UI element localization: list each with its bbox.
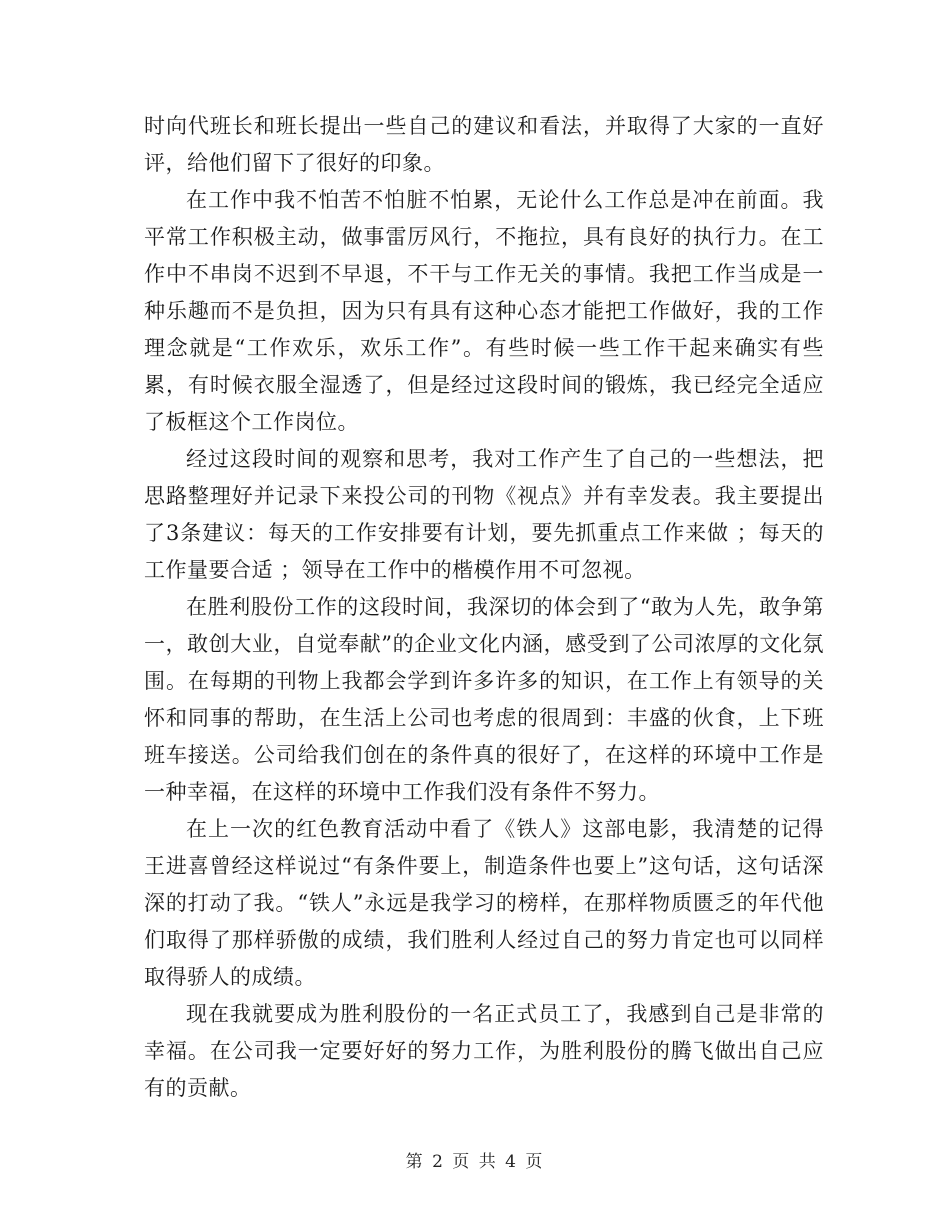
paragraph-company-culture: 在胜利股份工作的这段时间，我深切的体会到了“敢为人先，敢争第一，敢创大业，自觉奉献”的企业文化内涵，感受到了公司浓厚的文化氛围。在每期的刊物上我都会学到许多许多的知识，在工作上有领导的关怀和同事的帮助，在生活上公司也考虑的很周到：丰盛的伙食，上下班班车接送。公司给我们创在的条件真的很好了，在这样的环境中工作是一种幸福，在这样的环境中工作我们没有条件不努力。 <box>144 595 824 804</box>
page-number-footer: 第 2 页 共 4 页 <box>405 1152 545 1172</box>
paragraph-conclusion: 现在我就要成为胜利股份的一名正式员工了，我感到自己是非常的幸福。在公司我一定要好好的努力工作，为胜利股份的腾飞做出自己应有的贡献。 <box>144 1002 824 1100</box>
paragraph-continued: 时向代班长和班长提出一些自己的建议和看法，并取得了大家的一直好评，给他们留下了很好的印象。 <box>144 114 824 175</box>
paragraph-suggestions: 经过这段时间的观察和思考，我对工作产生了自己的一些想法，把思路整理好并记录下来投公司的刊物《视点》并有幸发表。我主要提出了3条建议：每天的工作安排要有计划，要先抓重点工作来做 ；每天的工作量要合适 ；领导在工作中的楷模作用不可忽视。 <box>144 447 824 582</box>
document-body <box>144 108 824 1107</box>
paragraph-iron-man: 在上一次的红色教育活动中看了《铁人》这部电影，我清楚的记得王进喜曾经这样说过“有条件要上，制造条件也要上”这句话，这句话深深的打动了我。“铁人”永远是我学习的榜样，在那样物质匮乏的年代他们取得了那样骄傲的成绩，我们胜利人经过自己的努力肯定也可以同样取得骄人的成绩。 <box>144 817 824 989</box>
paragraph-work-attitude: 在工作中我不怕苦不怕脏不怕累，无论什么工作总是冲在前面。我平常工作积极主动，做事雷厉风行，不拖拉，具有良好的执行力。在工作中不串岗不迟到不早退，不干与工作无关的事情。我把工作当成是一种乐趣而不是负担，因为只有具有这种心态才能把工作做好，我的工作理念就是“工作欢乐，欢乐工作”。有些时候一些工作干起来确实有些累，有时候衣服全湿透了，但是经过这段时间的锻炼，我已经完全适应了板框这个工作岗位。 <box>144 188 824 434</box>
